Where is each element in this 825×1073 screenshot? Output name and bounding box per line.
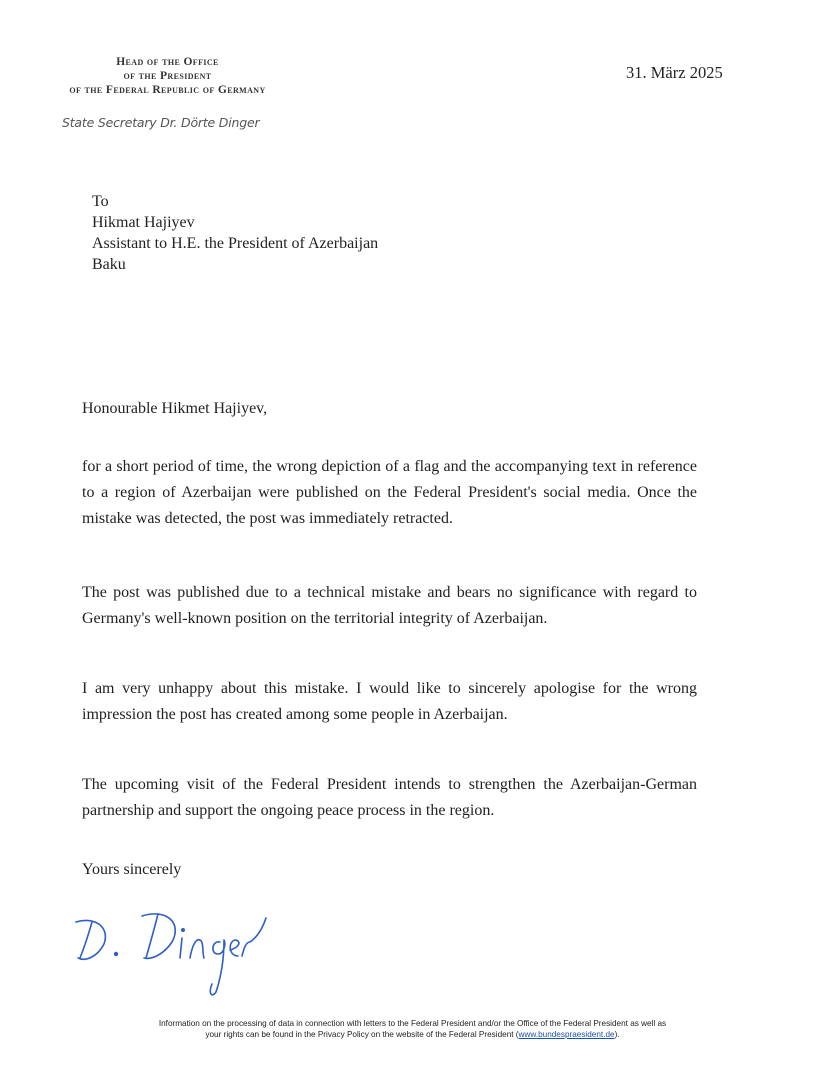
paragraph-4: The upcoming visit of the Federal President intends to strengthen the Azerbaijan-German partnership and support the ongoing peace process in the region. <box>82 776 697 819</box>
recipient-city: Baku <box>92 256 126 273</box>
closing: Yours sincerely <box>82 861 182 878</box>
footer-line-2-suffix: ). <box>614 1030 620 1039</box>
footer-line-1: Information on the processing of data in connection with letters to the Federal President and/or the Office of the Federal President as well as <box>158 1019 667 1028</box>
paragraph-1: for a short period of time, the wrong depiction of a flag and the accompanying text in reference to a region of Azerbaijan were published on the Federal President's social media. Once the mistake was detected, the post was immediately retracted. <box>82 458 697 527</box>
paragraph-2: The post was published due to a technical mistake and bears no significance with regard to Germany's well-known position on the territorial integrity of Azerbaijan. <box>82 584 697 627</box>
footer-line-2-prefix: your rights can be found in the Privacy Policy on the website of the Federal President ( <box>205 1030 519 1039</box>
recipient-name: Hikmat Hajiyev <box>92 214 195 231</box>
letterhead-line-3: of the Federal Republic of Germany <box>69 84 266 96</box>
footer-line-2 <box>20 1029 805 1040</box>
secretary-name: State Secretary Dr. Dörte Dinger <box>62 115 260 130</box>
recipient-title: Assistant to H.E. the President of Azerbaijan <box>92 235 379 252</box>
privacy-footer <box>20 1018 805 1040</box>
letter-date: 31. März 2025 <box>626 63 723 82</box>
salutation: Honourable Hikmet Hajiyev, <box>82 400 268 417</box>
letterhead-line-2: of the President <box>123 70 212 82</box>
signature <box>70 900 270 1000</box>
letterhead <box>20 55 315 97</box>
letterhead-line-1: Head of the Office <box>116 56 219 68</box>
website-link[interactable]: www.bundespraesident.de <box>518 1030 615 1039</box>
recipient-address <box>92 191 378 275</box>
paragraph-3: I am very unhappy about this mistake. I would like to sincerely apologise for the wrong impression the post has created among some people in Azerbaijan. <box>82 680 697 723</box>
recipient-to: To <box>92 193 109 210</box>
